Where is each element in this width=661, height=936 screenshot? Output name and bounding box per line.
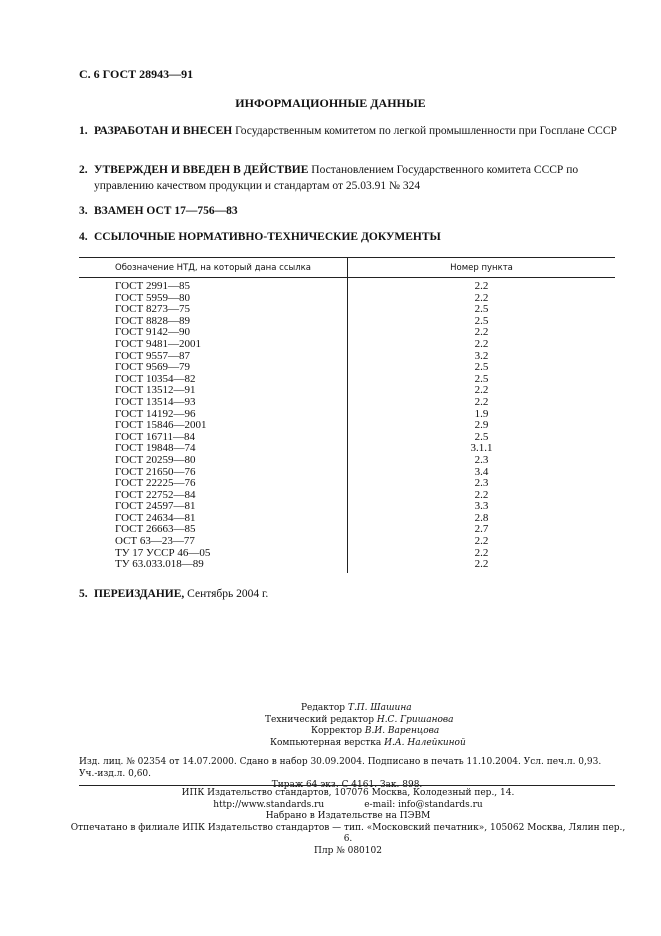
section-3 [79, 203, 624, 219]
credit-role: Компьютерная верстка [270, 737, 385, 748]
section-number: 1. [79, 125, 88, 137]
document-designation-cell: ГОСТ 20259—80 [79, 455, 348, 467]
credit-name: Т.П. Шашина [347, 703, 412, 713]
document-designation-cell: ГОСТ 22225—76 [79, 478, 348, 490]
clause-number-cell: 2.9 [474, 419, 489, 432]
document-designation-cell: ГОСТ 9142—90 [79, 327, 348, 339]
document-designation-cell: ГОСТ 16711—84 [79, 432, 348, 444]
table-body [79, 278, 615, 573]
document-designation-cell: ГОСТ 24597—81 [79, 501, 348, 513]
document-designation-cell: ГОСТ 2991—85 [79, 278, 348, 293]
document-designation-cell: ТУ 63.033.018—89 [79, 559, 348, 573]
table-row [79, 536, 615, 548]
page-header: С. 6 ГОСТ 28943—91 [79, 67, 194, 81]
clause-number-cell: 2.2 [474, 291, 489, 304]
table-row [79, 478, 615, 490]
document-designation-cell: ГОСТ 9481—2001 [79, 339, 348, 351]
document-designation-cell: ГОСТ 8828—89 [79, 316, 348, 328]
section-1 [79, 123, 624, 139]
reference-documents-table [79, 257, 615, 573]
credit-name: В.И. Варенцова [364, 726, 440, 736]
website-link[interactable]: http://www.standards.ru [213, 799, 325, 810]
imprint-print-run: Тираж 64 экз. С 4161. Зак. 898. [271, 780, 423, 790]
clause-number-cell: 2.5 [474, 372, 489, 385]
document-designation-cell: ГОСТ 8273—75 [79, 304, 348, 316]
printing-house: Отпечатано в филиале ИПК Издательство стандартов — тип. «Московский печатник», 105062 Москва, Лялин пер., 6. [70, 822, 626, 844]
table-header-row [79, 258, 615, 278]
document-designation-cell: ГОСТ 9557—87 [79, 351, 348, 363]
imprint-license-line: Изд. лиц. № 02354 от 14.07.2000. Сдано в набор 30.09.2004. Подписано в печать 11.10.2004. Усл. печ.л. 0,93. Уч.-изд.л. 0,60. [79, 757, 602, 779]
credit-line [265, 703, 466, 715]
table-row [79, 339, 615, 351]
email-link[interactable]: e-mail: info@standards.ru [364, 799, 483, 810]
license-number: Плр № 080102 [314, 845, 382, 856]
credit-line [265, 726, 466, 738]
credit-role: Технический редактор [265, 714, 377, 725]
section-2 [79, 162, 624, 194]
clause-number-cell: 3.4 [474, 465, 489, 478]
credit-name: Н.С. Гришанова [376, 714, 454, 725]
clause-number-cell: 2.7 [474, 523, 489, 536]
clause-number-cell: 1.9 [474, 407, 489, 420]
clause-number-cell: 2.8 [474, 511, 489, 524]
clause-number-cell: 2.2 [474, 546, 489, 559]
section-4 [79, 229, 624, 245]
clause-number-cell: 2.2 [474, 558, 489, 571]
column-header-clause: Номер пункта [348, 258, 616, 278]
document-title: ИНФОРМАЦИОННЫЕ ДАННЫЕ [235, 96, 426, 110]
document-designation-cell: ГОСТ 5959—80 [79, 293, 348, 305]
document-designation-cell: ГОСТ 24634—81 [79, 513, 348, 525]
clause-number-cell: 2.5 [474, 314, 489, 327]
clause-number-cell: 2.2 [474, 535, 489, 548]
section-text: Государственным комитетом по легкой промышленности при Госплане СССР [232, 125, 617, 137]
clause-number-cell: 2.2 [474, 337, 489, 350]
publisher-address: ИПК Издательство стандартов, 107076 Москва, Колодезный пер., 14. [181, 788, 515, 798]
clause-number-cell: 2.2 [474, 280, 489, 292]
document-designation-cell: ТУ 17 УССР 46—05 [79, 548, 348, 560]
document-designation-cell: ГОСТ 15846—2001 [79, 420, 348, 432]
table-row [79, 455, 615, 467]
clause-number-cell: 2.5 [474, 361, 489, 374]
divider [79, 785, 615, 786]
print-imprint [79, 757, 615, 792]
clause-number-cell: 2.2 [474, 488, 489, 501]
publisher-contacts [70, 800, 626, 812]
credit-role: Редактор [301, 703, 348, 713]
credit-name: И.А. Налейкиной [384, 737, 466, 748]
table-row [79, 397, 615, 409]
document-designation-cell: ГОСТ 21650—76 [79, 467, 348, 479]
document-designation-cell: ГОСТ 13512—91 [79, 385, 348, 397]
table-row [79, 559, 615, 573]
clause-number-cell: 2.5 [474, 303, 489, 316]
clause-number-cell: 3.3 [474, 500, 489, 513]
section-text: Сентябрь 2004 г. [184, 588, 269, 600]
publisher-info [70, 788, 626, 857]
credit-role: Корректор [311, 726, 365, 736]
section-heading: ПЕРЕИЗДАНИЕ, [94, 588, 185, 600]
section-heading: ВЗАМЕН ОСТ 17—756—83 [94, 205, 238, 217]
editorial-credits [265, 703, 466, 749]
document-designation-cell: ГОСТ 26663—85 [79, 524, 348, 536]
table-row [79, 420, 615, 432]
table-row [79, 278, 615, 293]
clause-number-cell: 3.1.1 [470, 442, 493, 455]
section-heading: ССЫЛОЧНЫЕ НОРМАТИВНО-ТЕХНИЧЕСКИЕ ДОКУМЕНТЫ [94, 231, 441, 243]
clause-number-cell: 2.2 [474, 326, 489, 339]
document-designation-cell: ГОСТ 10354—82 [79, 374, 348, 386]
section-number: 3. [79, 205, 88, 217]
column-header-document: Обозначение НТД, на который дана ссылка [79, 258, 348, 278]
section-number: 2. [79, 164, 88, 176]
clause-number-cell: 3.2 [474, 349, 489, 362]
clause-number-cell: 2.2 [474, 384, 489, 397]
credit-line [265, 738, 466, 750]
document-designation-cell: ГОСТ 13514—93 [79, 397, 348, 409]
clause-number-cell: 2.3 [474, 477, 489, 490]
document-designation-cell: ОСТ 63—23—77 [79, 536, 348, 548]
document-designation-cell: ГОСТ 22752—84 [79, 490, 348, 502]
clause-number-cell: 2.3 [474, 453, 489, 466]
credit-line [265, 715, 466, 727]
section-5 [79, 586, 624, 602]
table-row [79, 362, 615, 374]
clause-number-cell: 2.5 [474, 430, 489, 443]
section-number: 5. [79, 588, 88, 600]
section-heading: РАЗРАБОТАН И ВНЕСЕН [94, 125, 233, 137]
section-heading: УТВЕРЖДЕН И ВВЕДЕН В ДЕЙСТВИЕ [94, 164, 309, 176]
section-number: 4. [79, 231, 88, 243]
clause-number-cell: 2.2 [474, 395, 489, 408]
document-designation-cell: ГОСТ 9569—79 [79, 362, 348, 374]
typeset-note: Набрано в Издательстве на ПЭВМ [265, 811, 431, 821]
document-designation-cell: ГОСТ 14192—96 [79, 409, 348, 421]
section-text: Постановлением Государственного комитета СССР по управлению качеством продукции и стандартам от 25.03.91 № 324 [94, 164, 579, 192]
document-designation-cell: ГОСТ 19848—74 [79, 443, 348, 455]
